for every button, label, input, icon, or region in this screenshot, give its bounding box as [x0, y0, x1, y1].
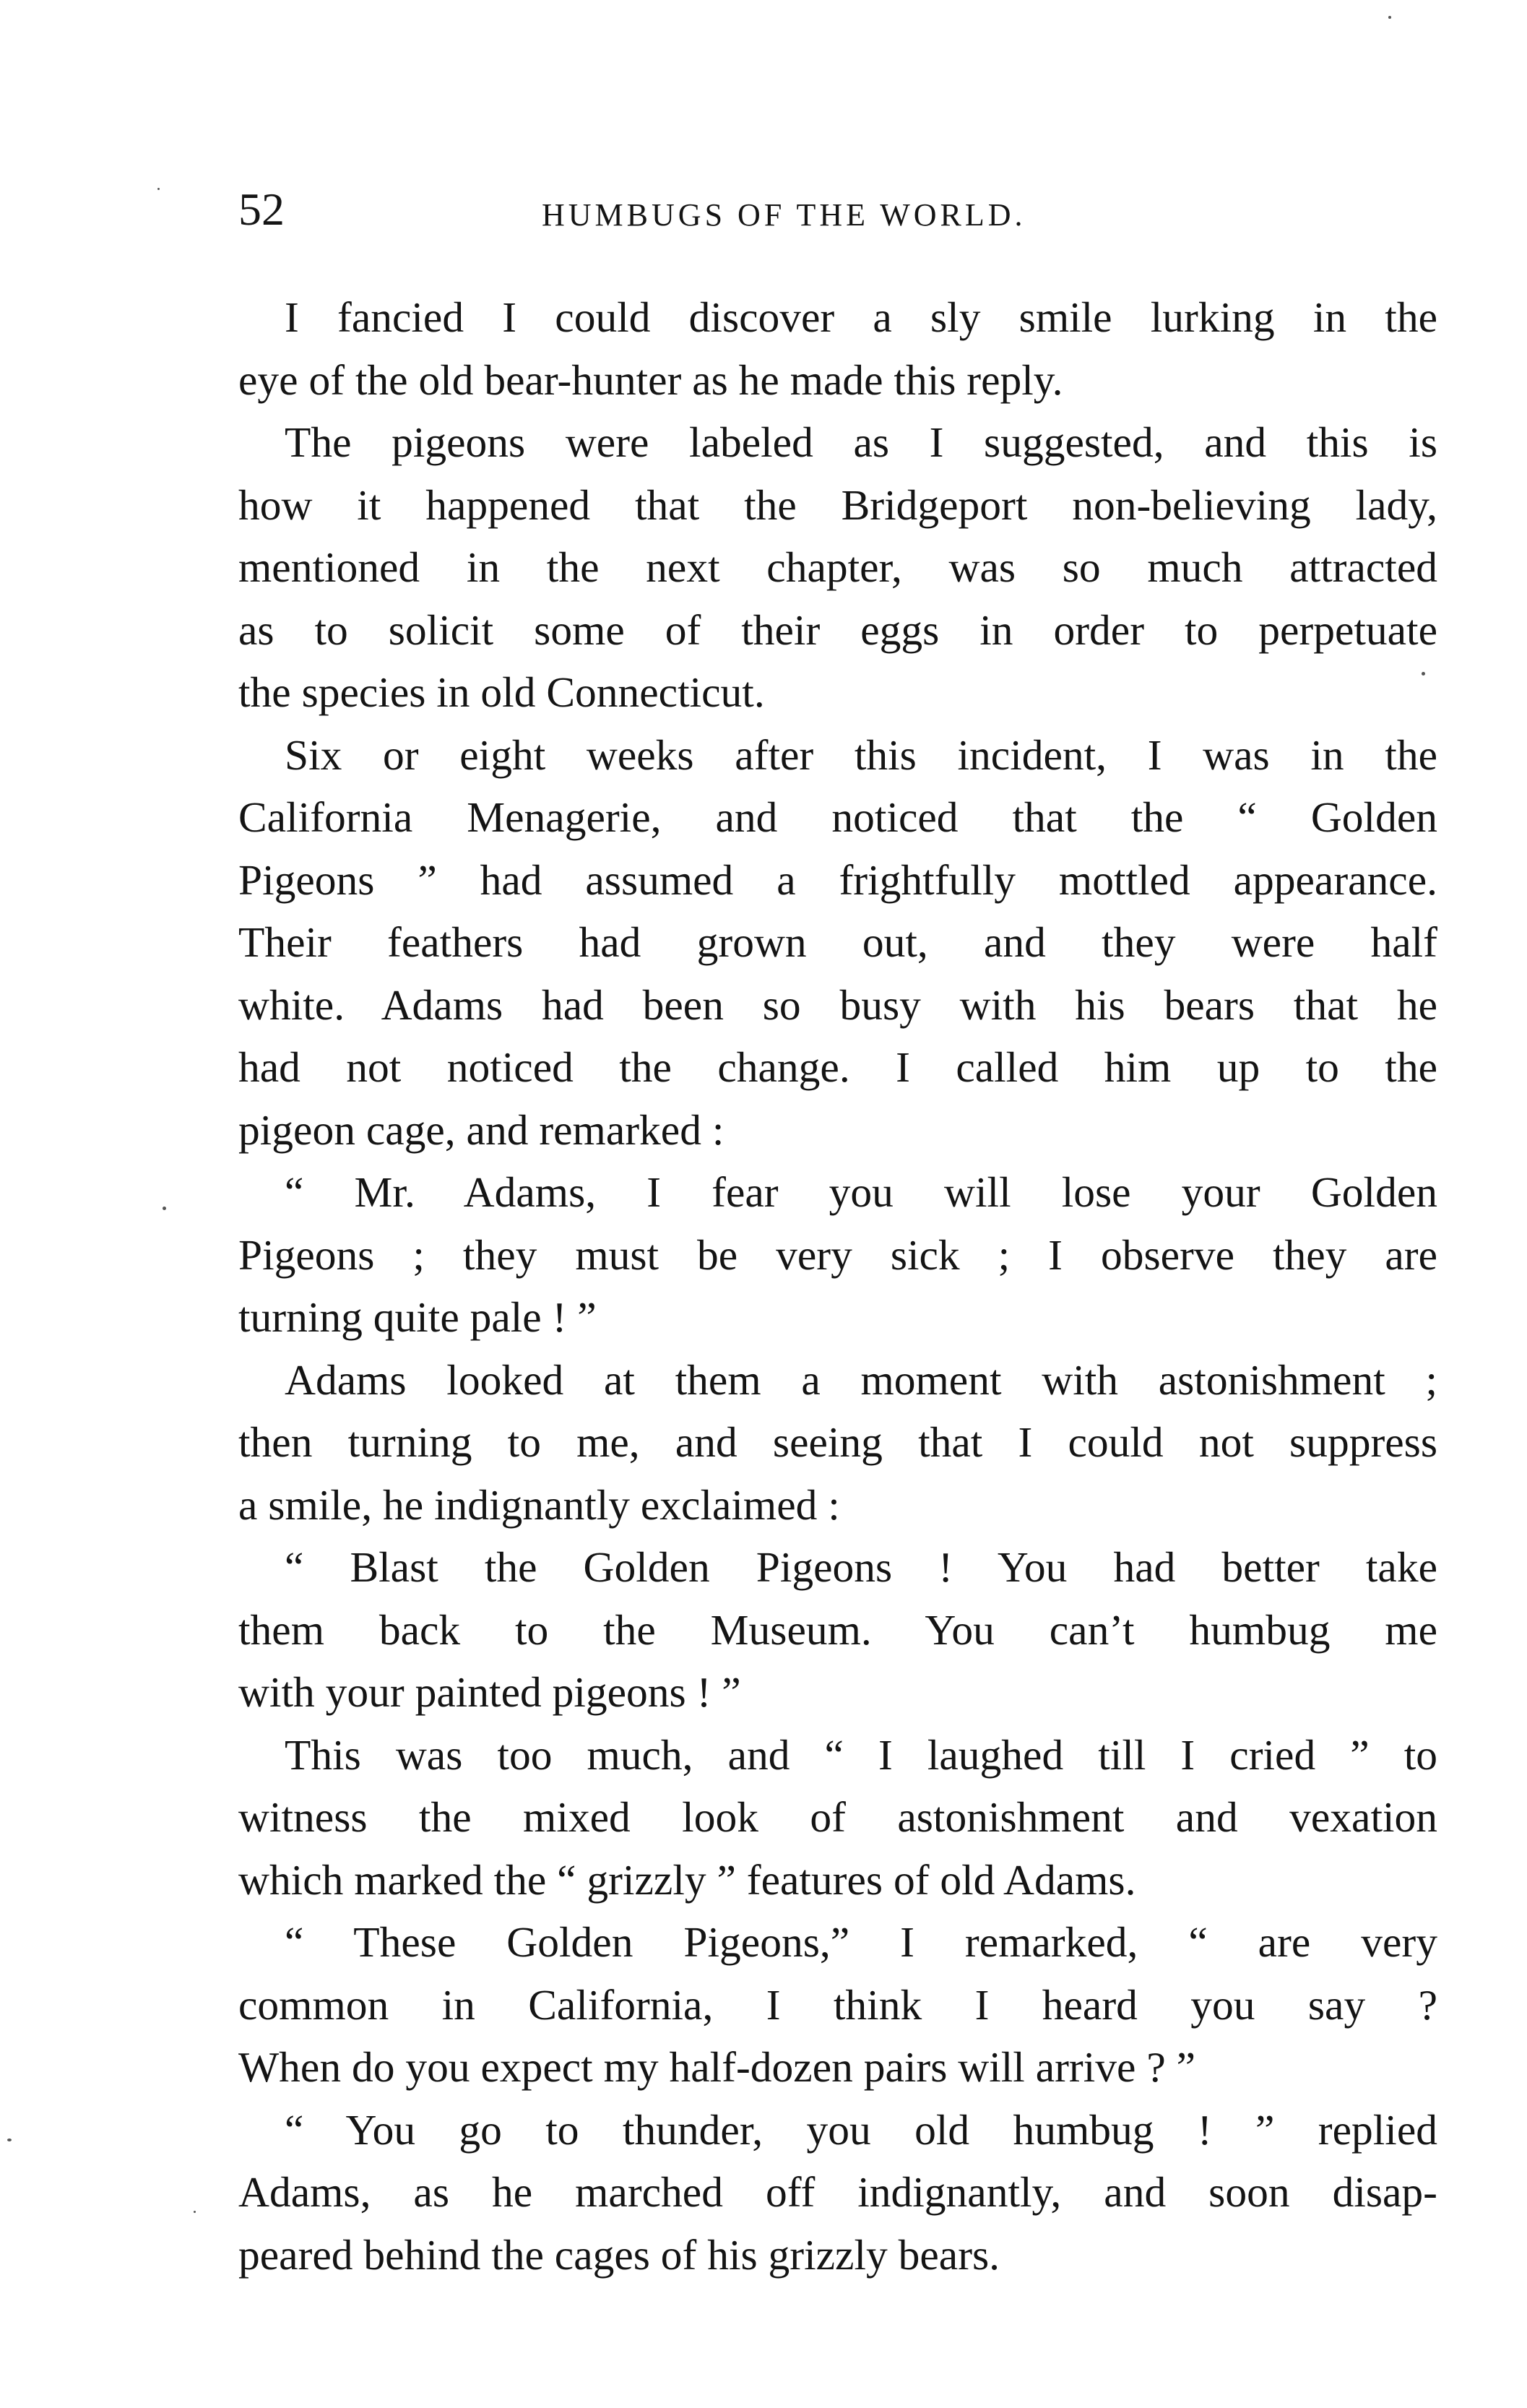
scan-speck [1422, 672, 1425, 676]
scan-speck [163, 1207, 166, 1210]
text-line: turning quite pale ! ” [238, 1293, 597, 1341]
page-number: 52 [238, 184, 285, 235]
text-line: Pigeons ” had assumed a frightfully mottled appearance. [238, 855, 1437, 904]
text-line: Six or eight weeks after this incident, I was in the [285, 730, 1437, 779]
text-line: a smile, he indignantly exclaimed : [238, 1480, 840, 1529]
text-line: “ You go to thunder, you old humbug ! ” replied [285, 2105, 1437, 2154]
text-line: the species in old Connecticut. [238, 668, 765, 716]
scan-speck [7, 2139, 12, 2141]
text-line: Their feathers had grown out, and they were half [238, 918, 1437, 966]
text-line: pigeon cage, and remarked : [238, 1105, 724, 1154]
running-head [238, 177, 1437, 242]
text-line: had not noticed the change. I called him up to the [238, 1043, 1437, 1091]
scan-speck [1388, 16, 1391, 19]
text-line: This was too much, and “ I laughed till I cried ” to [285, 1730, 1437, 1779]
text-line: California Menagerie, and noticed that the “ Golden [238, 793, 1437, 841]
text-line: common in California, I think I heard you say ? [238, 1980, 1437, 2029]
text-line: how it happened that the Bridgeport non-believing lady, [238, 480, 1437, 529]
text-line: Adams looked at them a moment with astonishment ; [285, 1355, 1437, 1404]
text-line: as to solicit some of their eggs in order to perpetuate [238, 605, 1437, 654]
text-line: When do you expect my half-dozen pairs will arrive ? ” [238, 2043, 1196, 2091]
text-line: The pigeons were labeled as I suggested, and this is [285, 418, 1437, 466]
text-line: with your painted pigeons ! ” [238, 1668, 741, 1716]
body-text [238, 286, 1437, 2286]
scan-speck [157, 188, 160, 190]
running-title: HUMBUGS OF THE WORLD. [542, 197, 1026, 233]
text-line: peared behind the cages of his grizzly bears. [238, 2230, 1000, 2279]
text-line: them back to the Museum. You can’t humbug me [238, 1605, 1437, 1654]
text-line: eye of the old bear-hunter as he made this reply. [238, 355, 1063, 404]
text-line: witness the mixed look of astonishment and vexation [238, 1793, 1437, 1841]
text-line: “ Blast the Golden Pigeons ! You had better take [285, 1543, 1437, 1591]
text-line: Adams, as he marched off indignantly, and soon disap- [238, 2168, 1437, 2216]
text-line: then turning to me, and seeing that I could not suppress [238, 1418, 1437, 1466]
text-line: mentioned in the next chapter, was so much attracted [238, 543, 1437, 591]
text-line: “ These Golden Pigeons,” I remarked, “ are very [285, 1918, 1437, 1966]
text-line: white. Adams had been so busy with his bears that he [238, 980, 1437, 1029]
scan-speck [194, 2211, 196, 2213]
text-line: I fancied I could discover a sly smile lurking in the [285, 293, 1437, 341]
text-line: “ Mr. Adams, I fear you will lose your Golden [285, 1168, 1437, 1216]
text-line: which marked the “ grizzly ” features of old Adams. [238, 1855, 1136, 1904]
text-line: Pigeons ; they must be very sick ; I observe they are [238, 1230, 1437, 1279]
